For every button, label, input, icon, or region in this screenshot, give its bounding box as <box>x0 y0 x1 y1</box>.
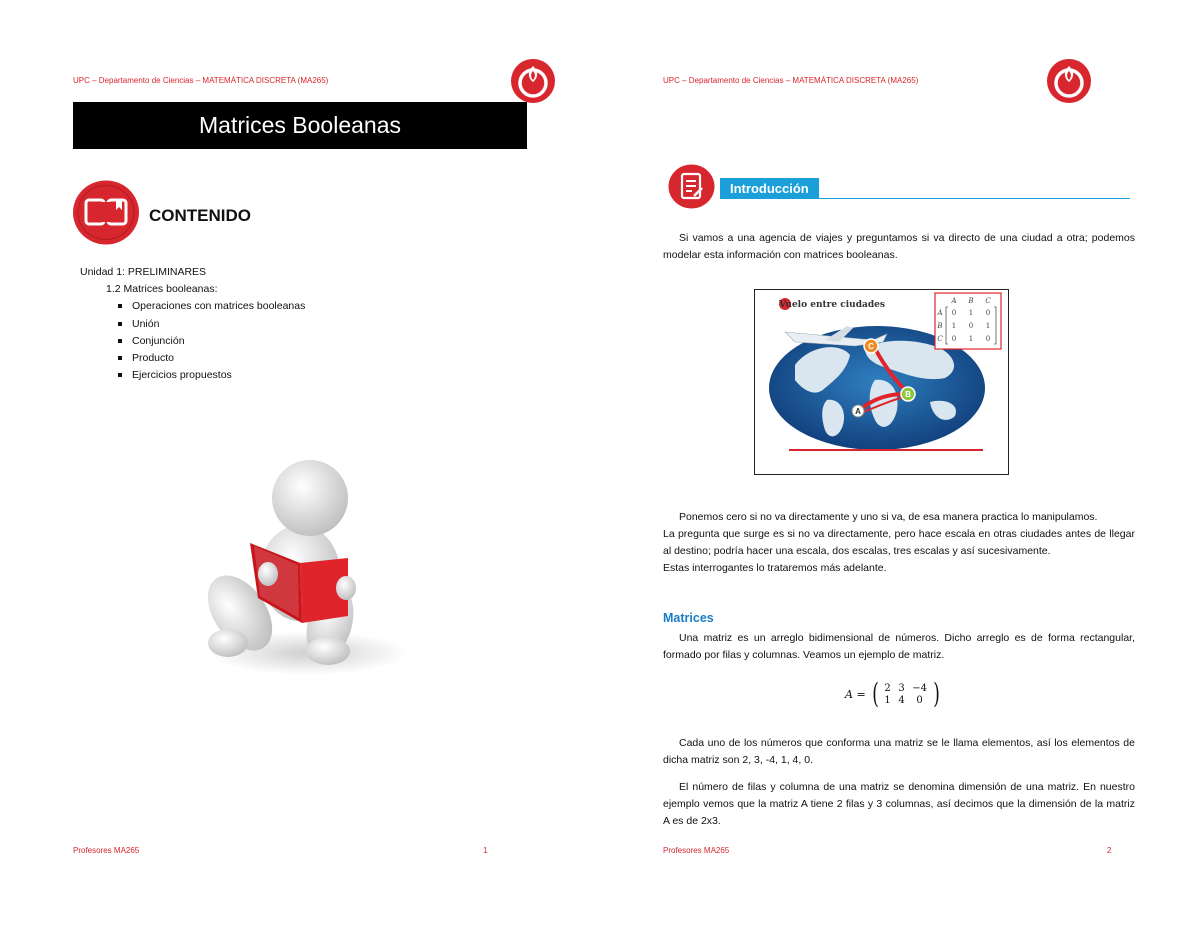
contents-heading: CONTENIDO <box>149 206 251 225</box>
matrix-definition-paragraph: Una matriz es un arreglo bidimensional de números. Dicho arreglo es de forma rectangular, formado por filas y columnas. Veamos un ejemplo de matriz. <box>663 632 1135 661</box>
paragraph-line: Ponemos cero si no va directamente y uno si va, de esa manera practica lo manipulamos. <box>679 511 1098 523</box>
toc-item: Producto <box>132 350 305 367</box>
page-header: UPC – Departamento de Ciencias – MATEMÁTICA DISCRETA (MA265) <box>73 76 329 85</box>
book-icon <box>72 180 140 245</box>
toc-item: Operaciones con matrices booleanas <box>132 298 305 315</box>
toc-item: Unión <box>132 316 305 333</box>
heading-rule <box>720 198 1130 199</box>
matrix-equation <box>845 677 942 710</box>
page-number: 2 <box>1107 846 1112 855</box>
section-heading: Matrices <box>663 611 714 625</box>
matrix-cell: 0 <box>968 322 974 330</box>
matrix-element: 0 <box>916 694 923 706</box>
matrix-element: 3 <box>898 682 905 694</box>
matrix-cell: 1 <box>985 322 991 330</box>
document-icon <box>668 164 715 209</box>
intro-paragraph: Si vamos a una agencia de viajes y preguntamos si va directo de una ciudad a otra; podemos modelar esta información con matrices booleanas. <box>663 232 1135 261</box>
toc-item: Conjunción <box>132 333 305 350</box>
matrix-col-header: B <box>968 297 974 305</box>
elements-paragraph: Cada uno de los números que conforma una matriz se le llama elementos, así los elementos de dicha matriz son 2, 3, -4, 1, 4, 0. <box>663 737 1135 766</box>
world-map-illustration <box>755 290 1008 474</box>
flight-map-figure <box>754 289 1009 475</box>
toc-list <box>80 298 305 384</box>
toc-subunit: 1.2 Matrices booleanas: <box>106 283 218 296</box>
dimension-paragraph: El número de filas y columna de una matriz se denomina dimensión de una matriz. En nuestro ejemplo vemos que la matriz A tiene 2 filas y 3 columnas, así decimos que la dimensión de la matriz A es de 2x3. <box>663 781 1135 827</box>
matrix-row-header: C <box>937 335 943 343</box>
figure-title: Vuelo entre ciudades <box>779 300 885 310</box>
matrix-element: −4 <box>912 682 927 694</box>
reading-figure-illustration <box>180 448 420 678</box>
matrix-label: A = <box>845 687 866 701</box>
page-footer-left: Profesores MA265 <box>663 846 730 855</box>
matrix-cell: 1 <box>968 309 974 317</box>
matrix-row-header: A <box>937 309 943 317</box>
matrix-col-header: A <box>951 297 957 305</box>
map-marker-label: C <box>868 342 874 351</box>
upc-logo-icon <box>1046 58 1092 104</box>
matrix-element: 1 <box>884 694 891 706</box>
toc-item: Ejercicios propuestos <box>132 367 305 384</box>
matrix-cell: 1 <box>968 335 974 343</box>
page-title: Matrices Booleanas <box>73 102 527 149</box>
toc-unit: Unidad 1: PRELIMINARES <box>80 266 207 278</box>
matrix-cell: 0 <box>951 309 957 317</box>
matrix-cell: 0 <box>951 335 957 343</box>
right-paren: ) <box>932 677 940 710</box>
matrix-cell: 0 <box>985 335 991 343</box>
page-header: UPC – Departamento de Ciencias – MATEMÁTICA DISCRETA (MA265) <box>663 76 919 85</box>
matrix-col-header: C <box>985 297 991 305</box>
upc-logo-icon <box>510 58 556 104</box>
paragraph-line: La pregunta que surge es si no va directamente, pero hace escala en otras ciudades antes de llegar al destino; podría hacer una escala, dos escalas, tres escalas y así sucesivamente. <box>663 528 1135 557</box>
paragraph-block <box>663 509 1135 577</box>
table-of-contents <box>80 264 305 384</box>
page-footer-left: Profesores MA265 <box>73 846 140 855</box>
matrix-grid <box>881 683 931 706</box>
paragraph-line: Estas interrogantes lo trataremos más adelante. <box>663 562 887 574</box>
matrix-cell: 1 <box>951 322 957 330</box>
map-marker-label: A <box>855 407 861 416</box>
matrix-element: 4 <box>898 694 905 706</box>
intro-heading: Introducción <box>720 178 819 198</box>
matrix-cell: 0 <box>985 309 991 317</box>
left-paren: ( <box>871 677 879 710</box>
matrix-element: 2 <box>884 682 891 694</box>
map-marker-label: B <box>905 390 911 399</box>
page-number: 1 <box>483 846 488 855</box>
matrix-row-header: B <box>937 322 943 330</box>
